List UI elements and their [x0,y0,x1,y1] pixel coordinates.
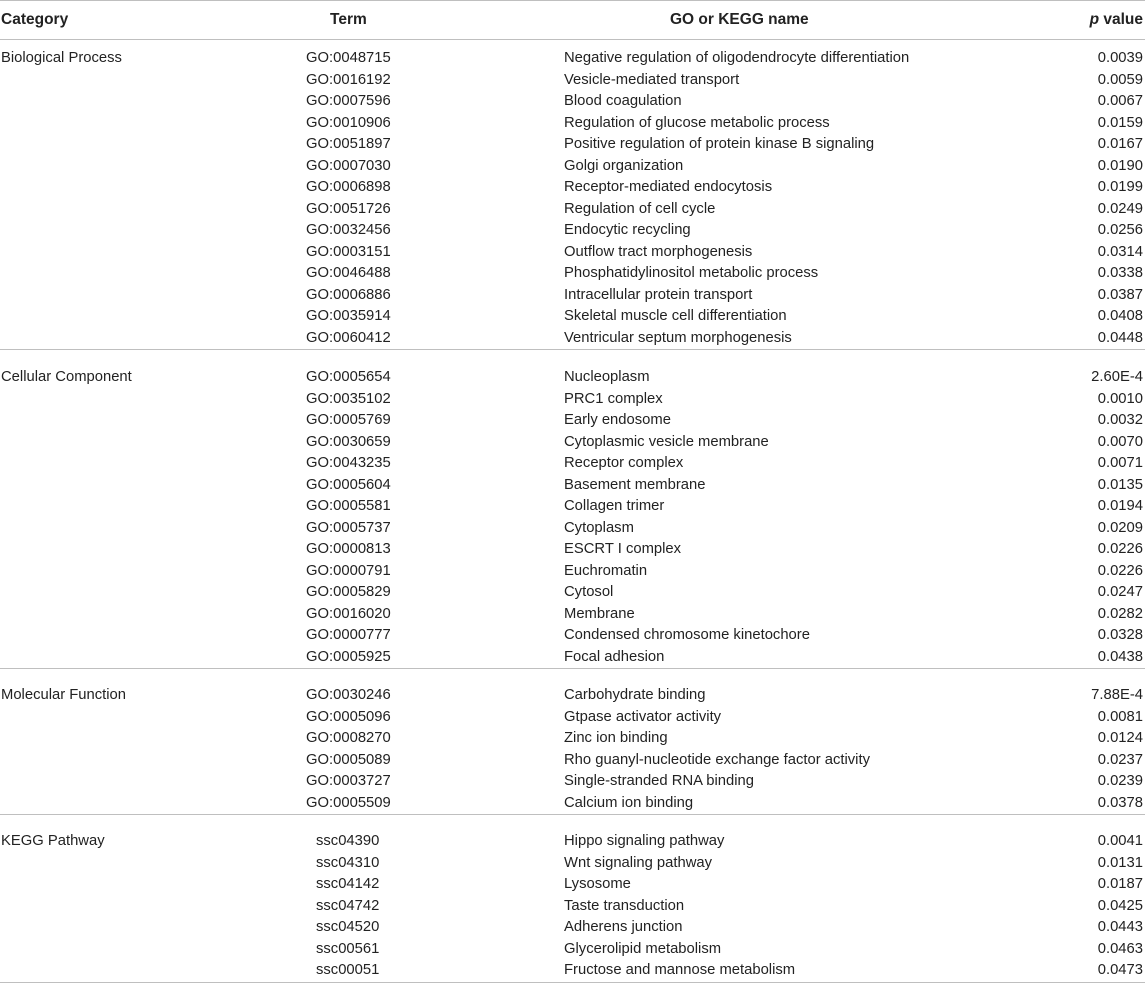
term-cell: GO:0000791 [306,562,391,579]
table-row [0,750,1145,772]
term-cell: GO:0005925 [306,648,391,665]
term-cell: GO:0005581 [306,498,391,514]
term-cell: ssc04742 [316,897,380,914]
name-cell: Receptor-mediated endocytosis [564,179,773,195]
table-row [0,896,1145,918]
term-cell: GO:0016020 [306,605,391,622]
pvalue-cell: 0.0249 [1097,200,1143,217]
name-cell: Nucleoplasm [564,369,650,385]
header-pvalue-rest: value [1099,11,1143,28]
table-row [0,220,1145,242]
pvalue-cell: 0.0039 [1097,50,1143,66]
term-cell: GO:0030659 [306,433,391,450]
pvalue-cell: 0.0135 [1097,476,1143,493]
name-cell: Glycerolipid metabolism [564,940,722,957]
name-cell: Taste transduction [564,897,685,914]
pvalue-cell: 0.0131 [1097,854,1143,871]
term-cell: GO:0000813 [306,541,391,557]
term-cell: GO:0035102 [306,390,391,407]
term-cell: GO:0007596 [306,93,391,109]
pvalue-cell: 0.0010 [1097,390,1143,407]
term-cell: GO:0005096 [306,708,391,725]
term-cell: GO:0016192 [306,71,391,88]
category-label: Biological Process [1,50,122,66]
table-row [0,453,1145,475]
name-cell: Ventricular septum morphogenesis [564,329,792,346]
pvalue-cell: 0.0124 [1097,730,1143,746]
table-row [0,367,1145,389]
pvalue-cell: 0.0378 [1097,794,1143,811]
term-cell: GO:0007030 [306,157,391,174]
table-row [0,199,1145,221]
pvalue-cell: 7.88E-4 [1091,687,1143,703]
name-cell: Regulation of glucose metabolic process [564,114,830,131]
pvalue-cell: 0.0070 [1097,433,1143,450]
table-row [0,134,1145,156]
table-row [0,685,1145,707]
name-cell: Early endosome [564,412,671,428]
pvalue-cell: 0.0438 [1097,648,1143,665]
term-cell: GO:0006886 [306,286,391,303]
table-row [0,939,1145,961]
header-name: GO or KEGG name [670,11,809,28]
term-cell: GO:0051897 [306,136,391,152]
name-cell: Fructose and mannose metabolism [564,962,796,978]
name-cell: PRC1 complex [564,390,663,407]
term-cell: GO:0005829 [306,584,391,600]
term-cell: GO:0005089 [306,751,391,768]
name-cell: Single-stranded RNA binding [564,773,755,789]
pvalue-cell: 0.0226 [1097,562,1143,579]
group-cellular-component [0,367,1145,669]
table-row [0,647,1145,669]
table-row [0,625,1145,647]
term-cell: GO:0005509 [306,794,391,811]
name-cell: Cytoplasm [564,519,634,536]
name-cell: Negative regulation of oligodendrocyte differentiation [564,50,910,66]
table-row [0,960,1145,982]
pvalue-cell: 0.0256 [1097,222,1143,238]
term-cell: GO:0010906 [306,114,391,131]
name-cell: Carbohydrate binding [564,687,706,703]
table-row [0,874,1145,896]
name-cell: Cytoplasmic vesicle membrane [564,433,769,450]
table-row [0,432,1145,454]
term-cell: GO:0032456 [306,222,391,238]
name-cell: Lysosome [564,876,631,892]
name-cell: Receptor complex [564,455,684,471]
pvalue-cell: 0.0067 [1097,93,1143,109]
name-cell: Collagen trimer [564,498,665,514]
pvalue-cell: 0.0239 [1097,773,1143,789]
table-row [0,831,1145,853]
table-row [0,604,1145,626]
pvalue-cell: 0.0473 [1097,962,1143,978]
group-molecular-function [0,685,1145,815]
table-row [0,285,1145,307]
table-row [0,518,1145,540]
pvalue-cell: 0.0463 [1097,940,1143,957]
term-cell: GO:0005604 [306,476,391,493]
group-kegg-pathway [0,831,1145,983]
term-cell: GO:0003151 [306,243,391,260]
table-row [0,496,1145,518]
category-label: KEGG Pathway [1,833,105,849]
pvalue-cell: 0.0032 [1097,412,1143,428]
name-cell: Wnt signaling pathway [564,854,713,871]
term-cell: GO:0035914 [306,308,391,324]
pvalue-cell: 0.0226 [1097,541,1143,557]
name-cell: Calcium ion binding [564,794,694,811]
term-cell: GO:0008270 [306,730,391,746]
term-cell: GO:0051726 [306,200,391,217]
name-cell: Positive regulation of protein kinase B signaling [564,136,875,152]
pvalue-cell: 0.0199 [1097,179,1143,195]
pvalue-cell: 0.0338 [1097,265,1143,281]
term-cell: GO:0000777 [306,627,391,643]
table-row [0,263,1145,285]
pvalue-cell: 0.0194 [1097,498,1143,514]
pvalue-cell: 0.0328 [1097,627,1143,643]
term-cell: GO:0006898 [306,179,391,195]
table-row [0,793,1145,815]
pvalue-cell: 0.0081 [1097,708,1143,725]
name-cell: Rho guanyl-nucleotide exchange factor activity [564,751,870,768]
table-row [0,539,1145,561]
name-cell: Golgi organization [564,157,684,174]
header-term: Term [330,11,367,28]
table-row [0,389,1145,411]
group-biological-process [0,48,1145,350]
pvalue-cell: 0.0167 [1097,136,1143,152]
table-row [0,475,1145,497]
pvalue-cell: 0.0448 [1097,329,1143,346]
table-row [0,853,1145,875]
table-row [0,917,1145,939]
pvalue-cell: 0.0443 [1097,919,1143,935]
pvalue-cell: 0.0237 [1097,751,1143,768]
header-category: Category [1,11,69,28]
term-cell: GO:0005737 [306,519,391,536]
name-cell: Basement membrane [564,476,706,493]
pvalue-cell: 0.0071 [1097,455,1143,471]
name-cell: Condensed chromosome kinetochore [564,627,810,643]
table-row [0,728,1145,750]
table-row [0,48,1145,70]
table-row [0,306,1145,328]
table-row [0,70,1145,92]
term-cell: ssc04310 [316,854,380,871]
table-row [0,242,1145,264]
term-cell: ssc04390 [316,833,380,849]
pvalue-cell: 0.0408 [1097,308,1143,324]
pvalue-cell: 0.0209 [1097,519,1143,536]
name-cell: Focal adhesion [564,648,665,665]
category-label: Cellular Component [1,369,132,385]
table-row [0,771,1145,793]
pvalue-cell: 0.0190 [1097,157,1143,174]
term-cell: GO:0030246 [306,687,391,703]
term-cell: ssc00561 [316,940,380,957]
name-cell: Zinc ion binding [564,730,668,746]
name-cell: Membrane [564,605,635,622]
name-cell: Endocytic recycling [564,222,691,238]
name-cell: Euchromatin [564,562,648,579]
pvalue-cell: 0.0187 [1097,876,1143,892]
header-pvalue-italic: p [1089,11,1100,28]
table-row [0,156,1145,178]
pvalue-cell: 0.0059 [1097,71,1143,88]
table-header [0,1,1145,40]
name-cell: Intracellular protein transport [564,286,753,303]
pvalue-cell: 0.0425 [1097,897,1143,914]
table-row [0,582,1145,604]
table-row [0,561,1145,583]
table-row [0,707,1145,729]
table-row [0,328,1145,350]
name-cell: Regulation of cell cycle [564,200,716,217]
name-cell: Outflow tract morphogenesis [564,243,753,260]
pvalue-cell: 0.0314 [1097,243,1143,260]
term-cell: ssc04520 [316,919,380,935]
term-cell: GO:0005769 [306,412,391,428]
name-cell: Blood coagulation [564,93,682,109]
table-row [0,91,1145,113]
term-cell: GO:0003727 [306,773,391,789]
category-label: Molecular Function [1,687,127,703]
term-cell: GO:0060412 [306,329,391,346]
term-cell: GO:0005654 [306,369,391,385]
name-cell: Cytosol [564,584,614,600]
table-row [0,113,1145,135]
pvalue-cell: 0.0247 [1097,584,1143,600]
pvalue-cell: 2.60E-4 [1091,369,1143,385]
table-row [0,177,1145,199]
term-cell: GO:0043235 [306,455,391,471]
term-cell: GO:0046488 [306,265,391,281]
name-cell: Adherens junction [564,919,683,935]
name-cell: Skeletal muscle cell differentiation [564,308,787,324]
name-cell: ESCRT I complex [564,541,682,557]
term-cell: ssc00051 [316,962,380,978]
term-cell: ssc04142 [316,876,380,892]
header-pvalue [1090,11,1143,29]
name-cell: Hippo signaling pathway [564,833,725,849]
name-cell: Vesicle-mediated transport [564,71,740,88]
pvalue-cell: 0.0387 [1097,286,1143,303]
pvalue-cell: 0.0282 [1097,605,1143,622]
pvalue-cell: 0.0159 [1097,114,1143,131]
table-row [0,410,1145,432]
name-cell: Phosphatidylinositol metabolic process [564,265,819,281]
name-cell: Gtpase activator activity [564,708,722,725]
pvalue-cell: 0.0041 [1097,833,1143,849]
term-cell: GO:0048715 [306,50,391,66]
